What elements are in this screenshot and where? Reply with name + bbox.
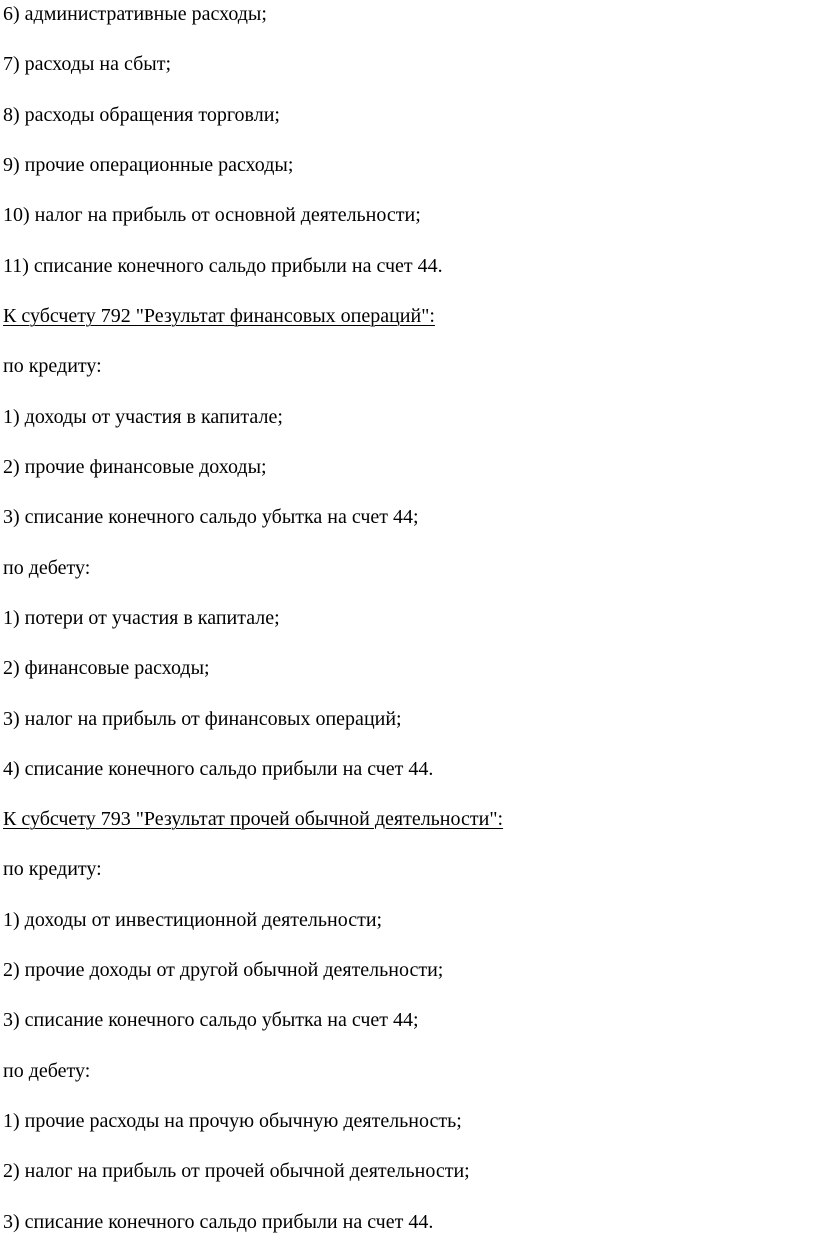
text-line: 1) потери от участия в капитале; [3, 607, 280, 629]
section-heading-792: К субсчету 792 "Результат финансовых операций": [3, 305, 435, 327]
text-line: по кредиту: [3, 858, 102, 880]
text-line: по кредиту: [3, 355, 102, 377]
text-line: 4) списание конечного сальдо прибыли на счет 44. [3, 758, 434, 780]
text-line: 10) налог на прибыль от основной деятельности; [3, 204, 421, 226]
text-line: 2) прочие финансовые доходы; [3, 456, 267, 478]
text-line: 8) расходы обращения торговли; [3, 104, 280, 126]
text-line: по дебету: [3, 557, 91, 579]
text-line: 9) прочие операционные расходы; [3, 154, 294, 176]
text-line: 2) прочие доходы от другой обычной деятельности; [3, 959, 444, 981]
text-line: 11) списание конечного сальдо прибыли на счет 44. [3, 255, 443, 277]
text-line: по дебету: [3, 1060, 91, 1082]
text-line: 6) административные расходы; [3, 3, 267, 25]
text-line: 2) финансовые расходы; [3, 657, 210, 679]
text-line: 2) налог на прибыль от прочей обычной деятельности; [3, 1160, 470, 1182]
text-line: 1) доходы от участия в капитале; [3, 406, 283, 428]
text-line: 7) расходы на сбыт; [3, 53, 172, 75]
text-line: 3) налог на прибыль от финансовых операций; [3, 708, 402, 730]
text-line: 1) прочие расходы на прочую обычную деятельность; [3, 1110, 462, 1132]
text-line: 3) списание конечного сальдо убытка на счет 44; [3, 506, 419, 528]
text-line: 3) списание конечного сальдо прибыли на счет 44. [3, 1211, 434, 1233]
section-heading-793: К субсчету 793 "Результат прочей обычной деятельности": [3, 808, 504, 830]
text-line: 3) списание конечного сальдо убытка на счет 44; [3, 1009, 419, 1031]
text-line: 1) доходы от инвестиционной деятельности; [3, 909, 383, 931]
